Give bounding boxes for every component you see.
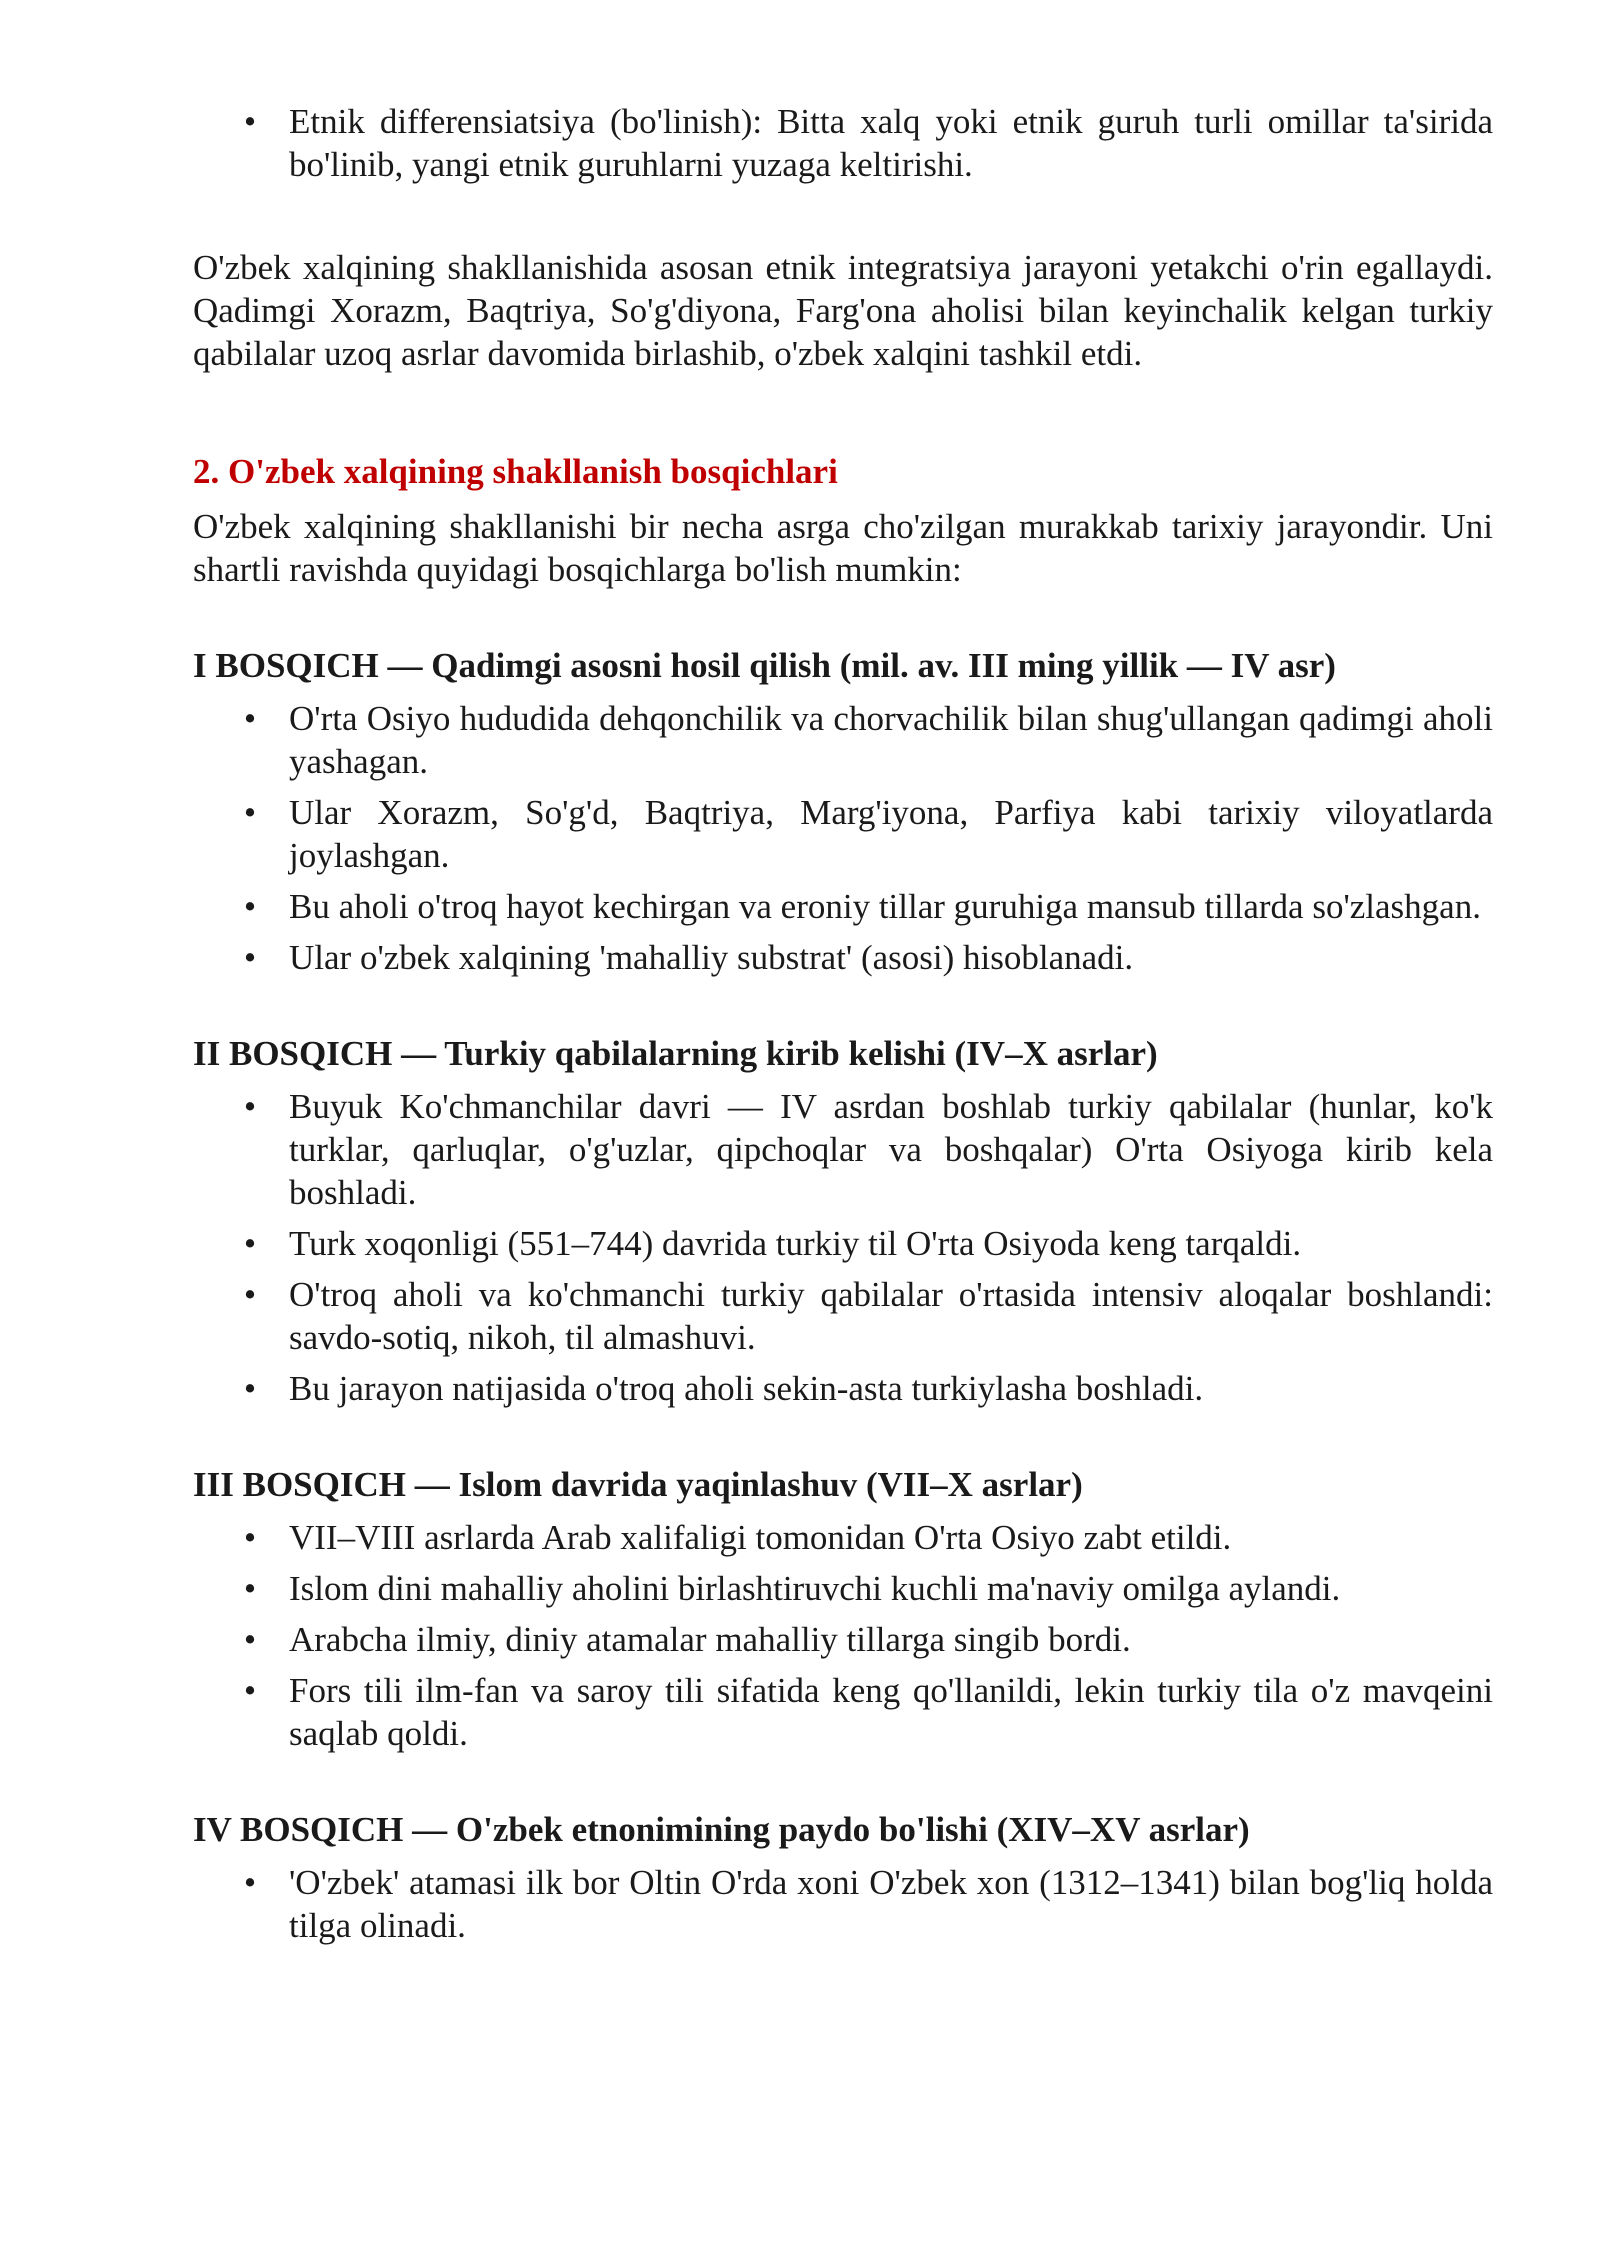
list-item-text: Arabcha ilmiy, diniy atamalar mahalliy tillarga singib bordi. — [289, 1620, 1131, 1659]
list-item-text: O'troq aholi va ko'chmanchi turkiy qabilalar o'rtasida intensiv aloqalar boshlandi: savdo-sotiq, nikoh, til almashuvi. — [289, 1275, 1493, 1357]
stage-heading: I BOSQICH — Qadimgi asosni hosil qilish (mil. av. III ming yillik — IV asr) — [193, 646, 1336, 685]
bullet-icon: • — [243, 1518, 257, 1557]
stage-bullet-list — [193, 697, 1493, 979]
stage-bullet-list — [193, 1861, 1493, 1947]
list-item-text: VII–VIII asrlarda Arab xalifaligi tomonidan O'rta Osiyo zabt etildi. — [289, 1518, 1232, 1557]
top-bullet-list — [193, 100, 1493, 186]
bullet-icon: • — [243, 1863, 257, 1902]
list-item — [193, 1273, 1493, 1359]
list-item — [193, 100, 1493, 186]
bullet-icon: • — [243, 1369, 257, 1408]
bullet-icon: • — [243, 887, 257, 926]
bullet-icon: • — [243, 793, 257, 832]
list-item-text: Buyuk Ko'chmanchilar davri — IV asrdan boshlab turkiy qabilalar (hunlar, ko'k turklar, qarluqlar, o'g'uzlar, qipchoqlar va boshqalar) O'rta Osiyoga kirib kela boshladi. — [289, 1087, 1493, 1212]
stage-heading: III BOSQICH — Islom davrida yaqinlashuv (VII–X asrlar) — [193, 1465, 1083, 1504]
stage-bullet-list — [193, 1085, 1493, 1410]
list-item-text: Ular Xorazm, So'g'd, Baqtriya, Marg'iyona, Parfiya kabi tarixiy viloyatlarda joylashgan. — [289, 793, 1493, 875]
bullet-icon: • — [243, 1671, 257, 1710]
list-item — [193, 1367, 1493, 1410]
list-item-text: Turk xoqonligi (551–744) davrida turkiy til O'rta Osiyoda keng tarqaldi. — [289, 1224, 1302, 1263]
bullet-icon: • — [243, 102, 257, 141]
stage-heading: IV BOSQICH — O'zbek etnonimining paydo bo'lishi (XIV–XV asrlar) — [193, 1810, 1250, 1849]
bullet-icon: • — [243, 1224, 257, 1263]
list-item — [193, 936, 1493, 979]
bullet-icon: • — [243, 1569, 257, 1608]
list-item — [193, 697, 1493, 783]
list-item — [193, 1222, 1493, 1265]
bullet-icon: • — [243, 699, 257, 738]
list-item-text: O'rta Osiyo hududida dehqonchilik va chorvachilik bilan shug'ullangan qadimgi aholi yashagan. — [289, 699, 1493, 781]
bullet-icon: • — [243, 1620, 257, 1659]
list-item-text: Bu jarayon natijasida o'troq aholi sekin-asta turkiylasha boshladi. — [289, 1369, 1204, 1408]
section-heading: 2. O'zbek xalqining shakllanish bosqichlari — [193, 452, 838, 491]
list-item-text: Ular o'zbek xalqining 'mahalliy substrat' (asosi) hisoblanadi. — [289, 938, 1134, 977]
bullet-icon: • — [243, 1087, 257, 1126]
list-item — [193, 791, 1493, 877]
list-item-text: 'O'zbek' atamasi ilk bor Oltin O'rda xoni O'zbek xon (1312–1341) bilan bog'liq holda tilga olinadi. — [289, 1863, 1493, 1945]
stage-heading: II BOSQICH — Turkiy qabilalarning kirib kelishi (IV–X asrlar) — [193, 1034, 1158, 1073]
list-item — [193, 1567, 1493, 1610]
bullet-icon: • — [243, 938, 257, 977]
list-item — [193, 885, 1493, 928]
integration-paragraph: O'zbek xalqining shakllanishida asosan etnik integratsiya jarayoni yetakchi o'rin egallaydi. Qadimgi Xorazm, Baqtriya, So'g'diyona, Farg'ona aholisi bilan keyinchalik kelgan turkiy qabilalar uzoq asrlar davomida birlashib, o'zbek xalqini tashkil etdi. — [193, 248, 1493, 373]
list-item — [193, 1618, 1493, 1661]
list-item-text: Etnik differensiatsiya (bo'linish): Bitta xalq yoki etnik guruh turli omillar ta'sirida bo'linib, yangi etnik guruhlarni yuzaga keltirishi. — [289, 102, 1493, 184]
list-item — [193, 1669, 1493, 1755]
list-item-text: Bu aholi o'troq hayot kechirgan va eroniy tillar guruhiga mansub tillarda so'zlashgan. — [289, 887, 1481, 926]
document-page — [193, 100, 1493, 1955]
list-item — [193, 1861, 1493, 1947]
bullet-icon: • — [243, 1275, 257, 1314]
list-item — [193, 1085, 1493, 1214]
list-item — [193, 1516, 1493, 1559]
list-item-text: Fors tili ilm-fan va saroy tili sifatida keng qo'llanildi, lekin turkiy tila o'z mavqeini saqlab qoldi. — [289, 1671, 1493, 1753]
list-item-text: Islom dini mahalliy aholini birlashtiruvchi kuchli ma'naviy omilga aylandi. — [289, 1569, 1341, 1608]
stage-bullet-list — [193, 1516, 1493, 1755]
section-intro-paragraph: O'zbek xalqining shakllanishi bir necha asrga cho'zilgan murakkab tarixiy jarayondir. Uni shartli ravishda quyidagi bosqichlarga bo'lish mumkin: — [193, 507, 1493, 589]
